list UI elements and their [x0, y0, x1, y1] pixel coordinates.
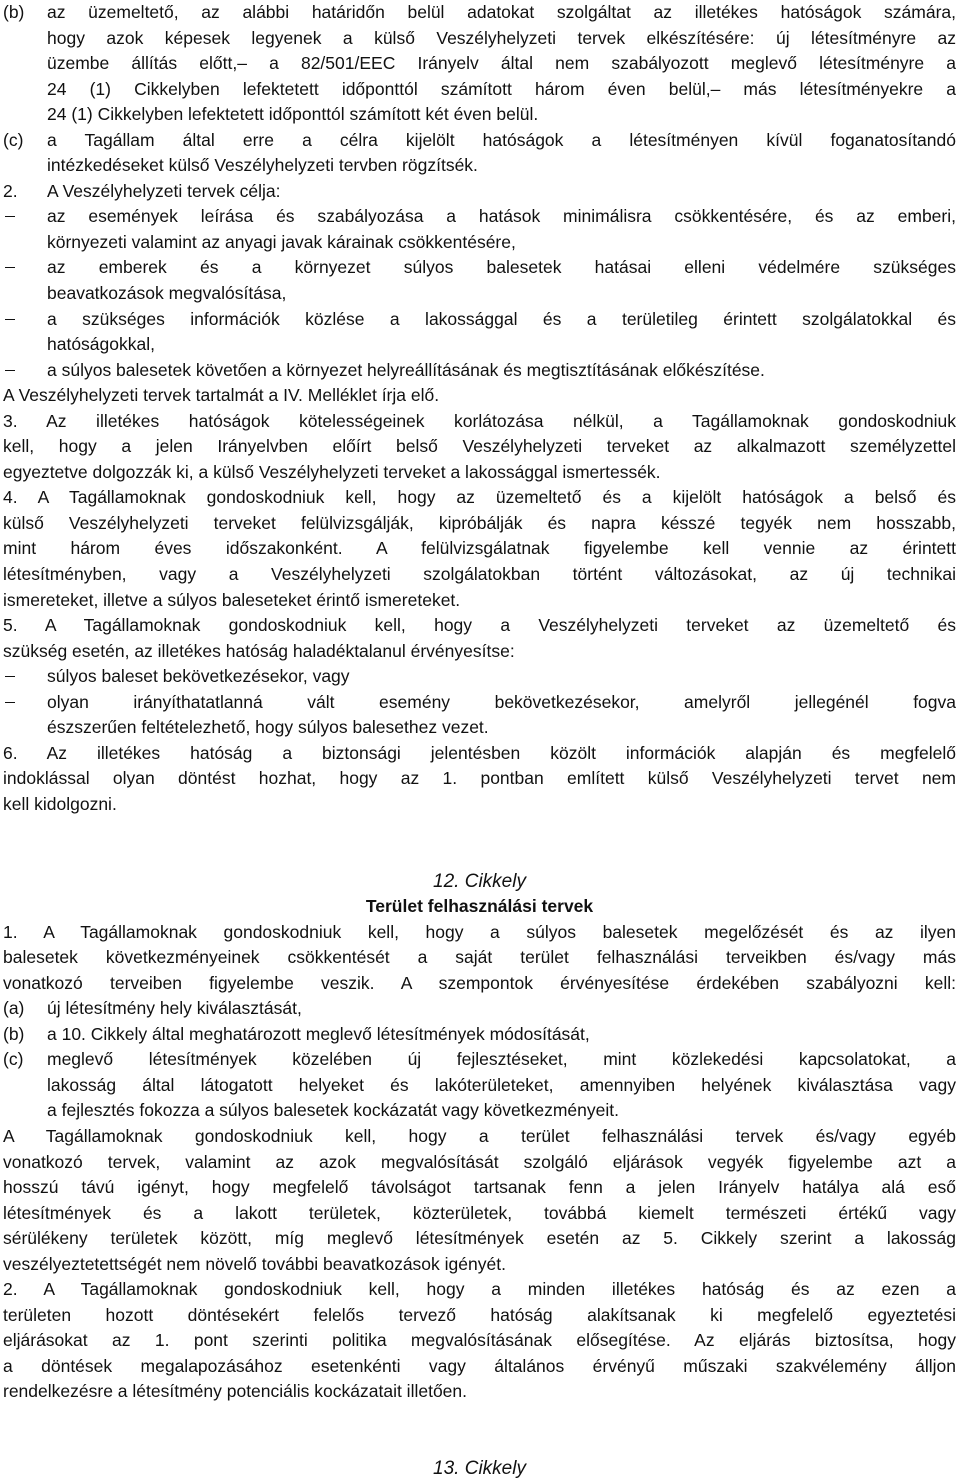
dash-item — [3, 664, 956, 690]
section-2-heading — [3, 179, 956, 205]
item-marker: (a) — [3, 998, 25, 1019]
text-line: olyan irányíthatatlanná vált esemény bekövetkezésekor, amelyről jellegénél fogva — [47, 691, 956, 712]
article-title: Terület felhasználási tervek — [365, 896, 594, 917]
text-line: intézkedéseket külső Veszélyhelyzeti tervben rögzítsék. — [47, 155, 478, 176]
text-line: a döntések megalapozásához esetenkénti vagy általános érvényű műszaki szakvélemény álljon — [3, 1355, 956, 1376]
text-line: létesítményben, vagy a Veszélyhelyzeti szolgálatokban történt változásokat, az új technikai — [3, 564, 956, 585]
item-marker: (b) — [3, 1023, 25, 1044]
list-item-c — [3, 1047, 956, 1124]
text-line: vonatkozó terveiben figyelembe veszik. A szempontok érvényesítése érdekében szabályozni kell: — [3, 972, 956, 993]
section-text: A Veszélyhelyzeti tervek célja: — [47, 180, 281, 201]
article-number: 12. Cikkely — [433, 870, 526, 892]
text-line: vonatkozó tervek, valamint az azok megvalósítását szolgáló eljárások vegyék figyelembe azt a — [3, 1151, 956, 1172]
spacer — [3, 818, 956, 869]
text-line: mint három éves időszakonként. A felülvizsgálatnak figyelembe kell vennie az érintett — [3, 538, 956, 559]
text-line: a fejlesztés fokozza a súlyos balesetek kockázatát vagy következményeit. — [47, 1100, 619, 1121]
section-number: 2. — [3, 180, 18, 201]
text-line: 24 (1) Cikkelyben lefektetett időponttól számított három éven belül,– más létesítményekre a — [47, 78, 956, 99]
text-line: hosszú távú igényt, hogy megfelelő távolságot tartsanak fenn a jelen Irányelv hatálya alá eső — [3, 1177, 956, 1198]
text-line: a súlyos balesetek követően a környezet helyreállításának és megtisztításának előkészítése. — [47, 359, 765, 380]
text-line: súlyos baleset bekövetkezésekor, vagy — [47, 666, 350, 687]
text-line: A Tagállamoknak gondoskodniuk kell, hogy a terület felhasználási tervek és/vagy egyéb — [3, 1125, 956, 1146]
text-line: 6. Az illetékes hatóság a biztonsági jelentésben közölt információk alapján és megfelelő — [3, 742, 956, 763]
text-line: külső Veszélyhelyzeti terveket felülvizsgálják, kipróbálják és napra késszé tegyék nem hosszabb, — [3, 512, 956, 533]
text-line: meglevő létesítmények közelében új fejlesztéseket, mint közlekedési kapcsolatokat, a — [47, 1049, 956, 1070]
item-marker: (c) — [3, 1049, 24, 1070]
list-item-a — [3, 996, 956, 1022]
text-line: kell kidolgozni. — [3, 793, 117, 814]
item-text: a 10. Cikkely által meghatározott meglevő létesítmények módosítását, — [47, 1023, 590, 1044]
text-line: 4. A Tagállamoknak gondoskodniuk kell, hogy az üzemeltető és a kijelölt hatóságok a belső és — [3, 487, 956, 508]
dash-item — [3, 255, 956, 306]
article-number: 13. Cikkely — [433, 1457, 526, 1479]
item-text — [47, 128, 956, 179]
dash-item — [3, 204, 956, 255]
text-line: rendelkezésre a létesítmény potenciális kockázatait illetően. — [3, 1381, 467, 1402]
dash-bullet-icon — [3, 204, 47, 255]
item-b — [3, 0, 956, 128]
dash-item — [3, 690, 956, 741]
text-line: 2. A Tagállamoknak gondoskodniuk kell, hogy a minden illetékes hatóság és az ezen a — [3, 1279, 956, 1300]
text-line: egyeztetve dolgozzák ki, a külső Veszélyhelyzeti terveket a lakossággal ismertessék. — [3, 461, 661, 482]
text-line: indoklással olyan döntést hozhat, hogy az 1. pontban említett külső Veszélyhelyzeti tervet nem — [3, 768, 956, 789]
item-text — [47, 0, 956, 128]
text-line: eljárásokat az 1. pont szerinti politika megvalósításának elősegítése. Az eljárás biztosítsa, hogy — [3, 1330, 956, 1351]
text-line: a szükséges információk közlése a lakossággal és a területileg érintett szolgálatokkal és — [47, 308, 956, 329]
text-line: veszélyeztetettségét nem növelő további beavatkozások igényét. — [3, 1253, 506, 1274]
dash-bullet-icon — [3, 664, 47, 690]
text-line: az emberek és a környezet súlyos balesetek hatásai elleni védelmére szükséges — [47, 257, 956, 278]
text-line: hogy azok képesek legyenek a külső Veszélyhelyzeti tervek elkészítésére: új létesítményre az — [47, 27, 956, 48]
text-line: a Tagállam által erre a célra kijelölt hatóságok a létesítményen kívül foganatosítandó — [47, 129, 956, 150]
text-line: sérülékeny területek között, míg meglevő létesítmények esetén az 5. Cikkely szerint a lakosság — [3, 1228, 956, 1249]
item-marker: (c) — [3, 129, 24, 150]
text-line: lakosság által látogatott helyeket és lakóterületeket, amennyiben helyének kiválasztása vagy — [47, 1074, 956, 1095]
dash-bullet-icon — [3, 358, 47, 384]
text-line: az események leírása és szabályozása a hatások minimálisra csökkentésére, és az emberi, — [47, 206, 956, 227]
dash-bullet-icon — [3, 307, 47, 358]
text-line: ismereteket, illetve a súlyos baleseteket érintő ismereteket. — [3, 589, 461, 610]
text-line: 3. Az illetékes hatóságok kötelességeinek korlátozása nélkül, a Tagállamoknak gondoskodniuk — [3, 410, 956, 431]
dash-item — [3, 358, 956, 384]
text-line: az üzemeltető, az alábbi határidőn belül adatokat szolgáltat az illetékes hatóságok számára, — [47, 2, 956, 22]
text-line: hatóságokkal, — [47, 334, 155, 355]
text-line: 24 (1) Cikkelyben lefektetett időponttól számított két éven belül. — [47, 104, 539, 125]
text-line: szükség esetén, az illetékes hatóság haladéktalanul érvényesítse: — [3, 640, 515, 661]
text-line: területen hozott döntésekért felelős tervező hatóság alakítsanak ki megfelelő egyeztetési — [3, 1304, 956, 1325]
text-line: észszerűen feltételezhető, hogy súlyos balesethez vezet. — [47, 717, 489, 738]
text-line: üzembe állítás előtt,– a 82/501/EEC Irányelv által nem szabályozott meglevő létesítményre a — [47, 53, 956, 74]
text-line: balesetek következményeinek csökkentését a saját terület felhasználási terveikben és/vagy más — [3, 947, 956, 968]
text-line: A Veszélyhelyzeti tervek tartalmát a IV. Melléklet írja elő. — [3, 385, 440, 406]
item-c — [3, 128, 956, 179]
text-line: létesítmények és a lakott területek, közterületek, továbbá kiemelt természeti értékű vagy — [3, 1202, 956, 1223]
text-line: 5. A Tagállamoknak gondoskodniuk kell, hogy a Veszélyhelyzeti terveket az üzemeltető és — [3, 615, 956, 636]
list-item-b — [3, 1022, 956, 1048]
dash-bullet-icon — [3, 255, 47, 306]
text-line: beavatkozások megvalósítása, — [47, 283, 287, 304]
dash-item — [3, 307, 956, 358]
item-text: új létesítmény hely kiválasztását, — [47, 998, 302, 1019]
text-line: kell, hogy a jelen Irányelvben előírt belső Veszélyhelyzeti terveket az alkalmazott személyzettel — [3, 436, 956, 457]
text-line: környezeti valamint az anyagi javak kárainak csökkentésére, — [47, 231, 516, 252]
spacer — [3, 1405, 956, 1456]
dash-bullet-icon — [3, 690, 47, 741]
text-line: 1. A Tagállamoknak gondoskodniuk kell, hogy a súlyos balesetek megelőzését és az ilyen — [3, 921, 956, 942]
item-marker: (b) — [3, 2, 25, 22]
